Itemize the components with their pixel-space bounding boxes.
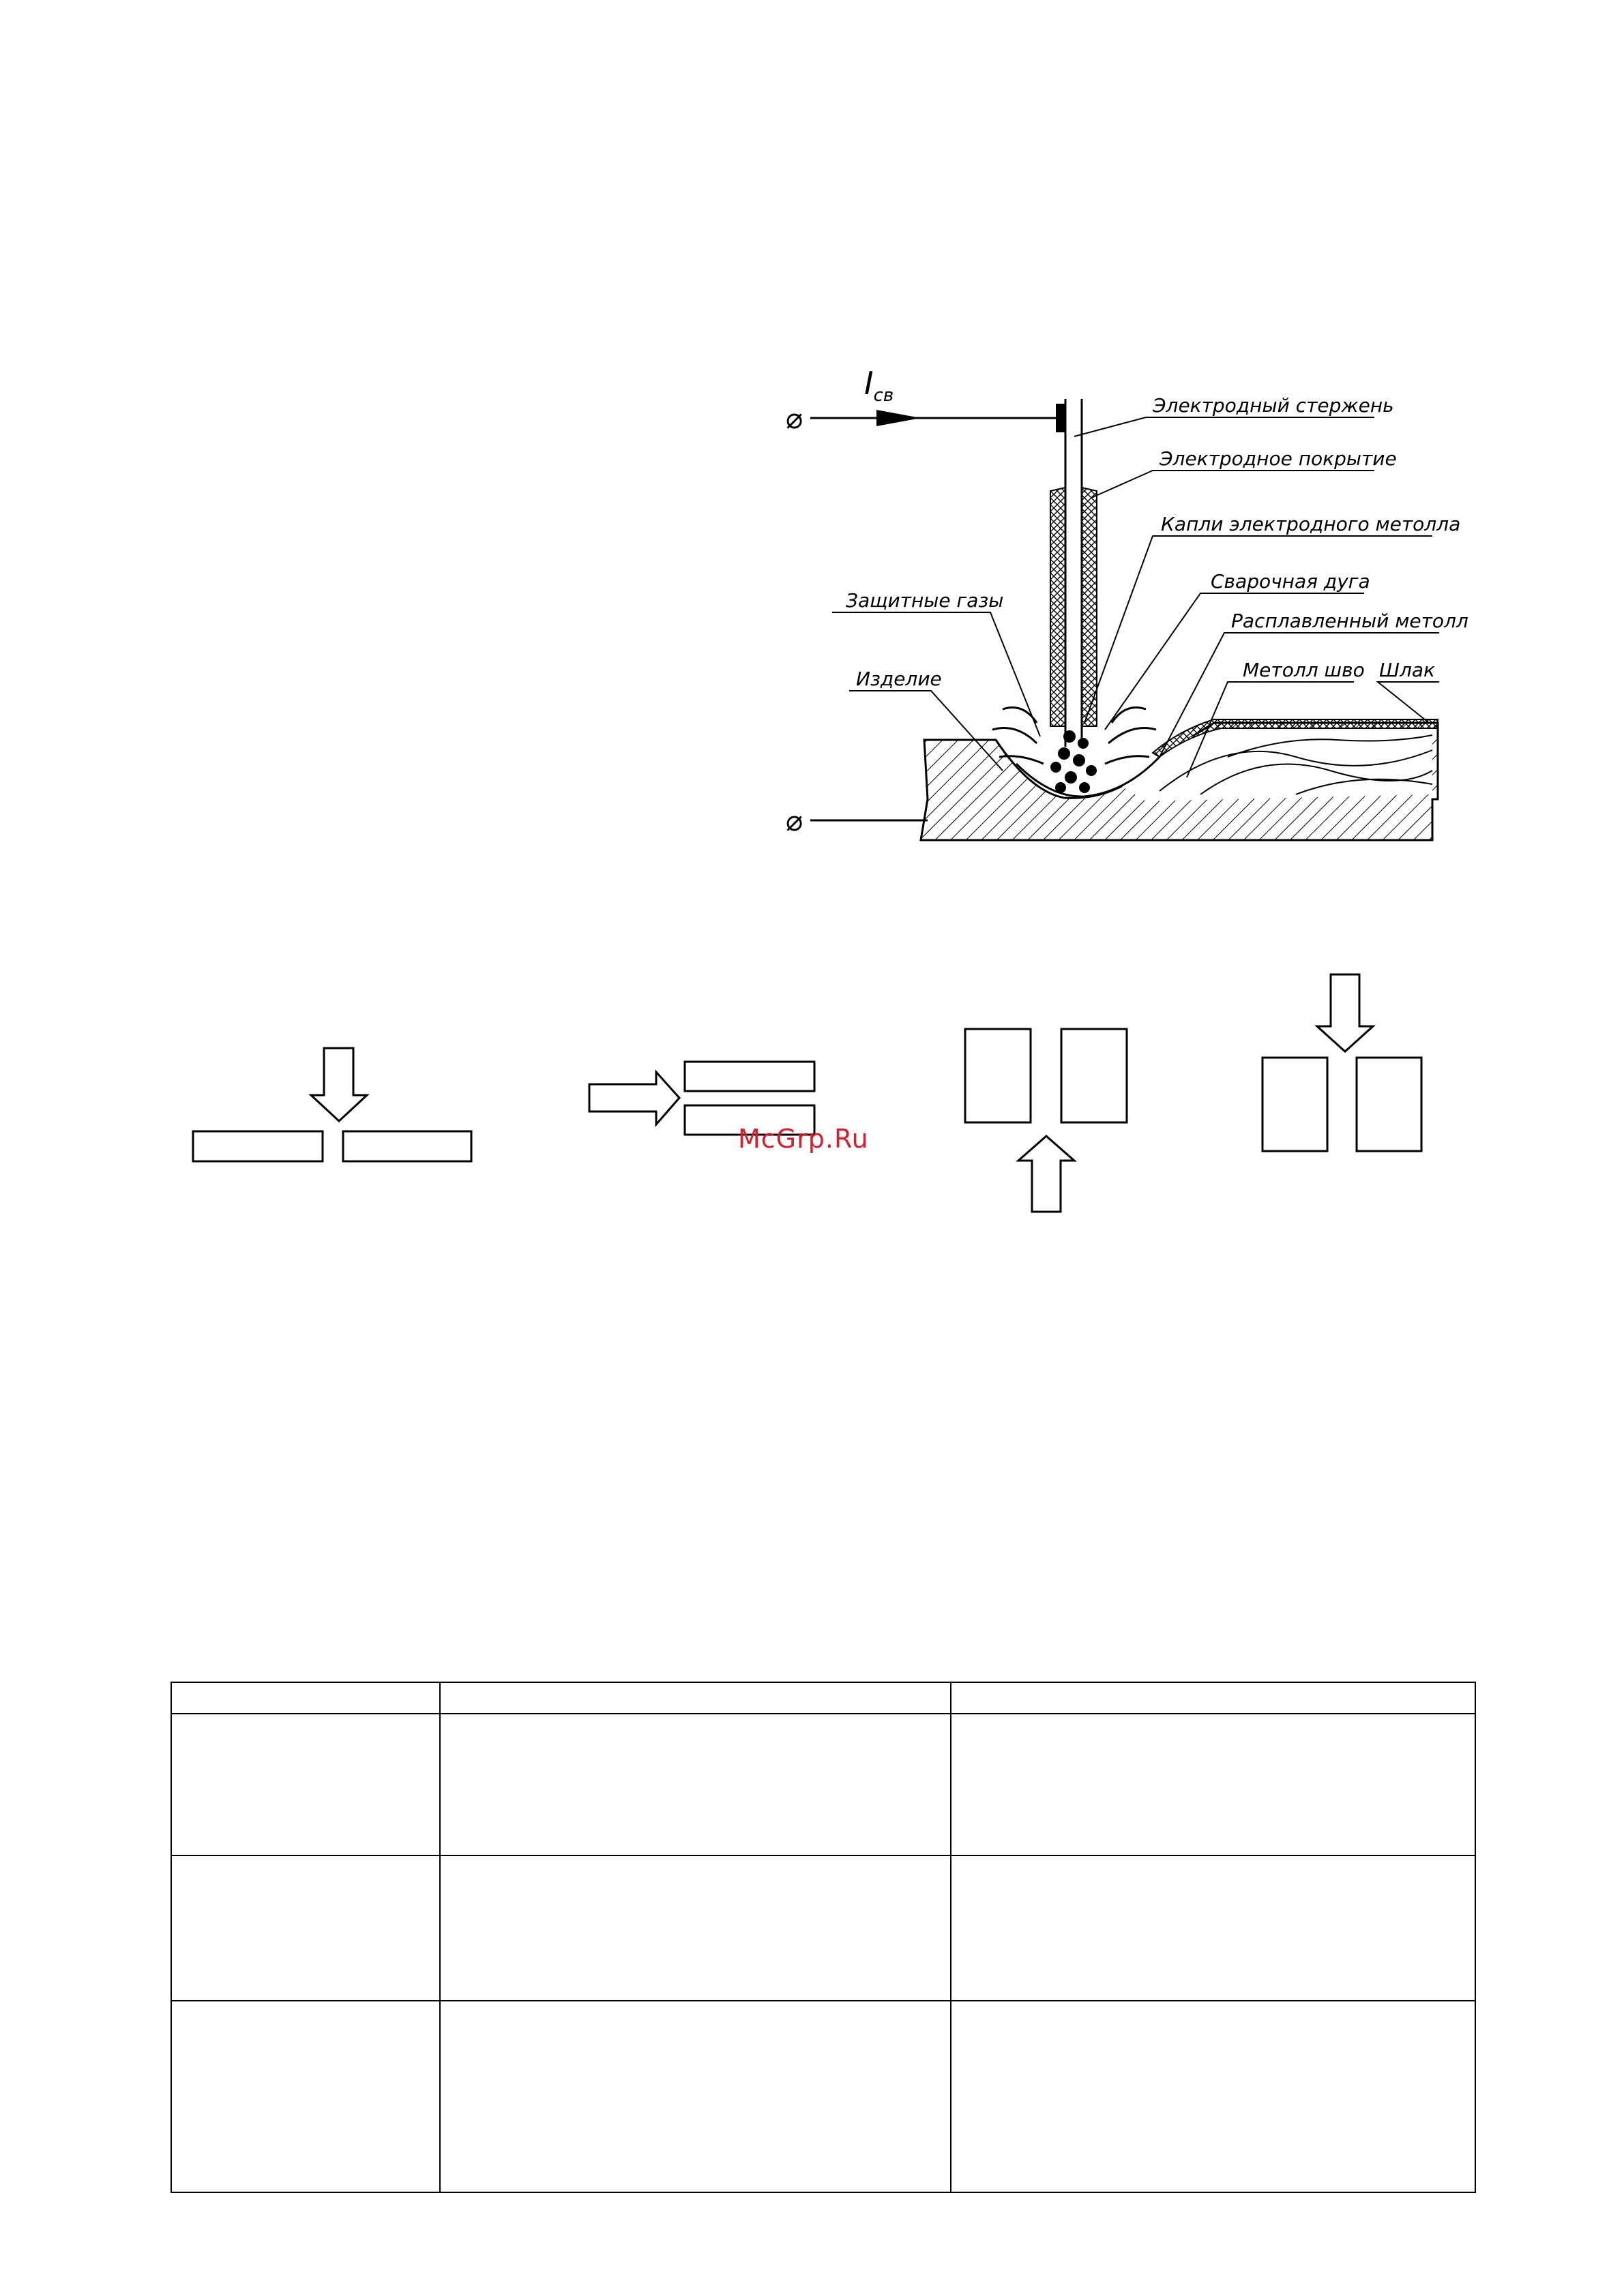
welding-process-diagram xyxy=(0,0,1624,886)
table-cell xyxy=(951,2001,1475,2192)
label-slag: Шлак xyxy=(1379,659,1435,681)
joint-sketch-blocks-up xyxy=(965,1029,1127,1212)
table-cell xyxy=(171,1682,440,1714)
label-workpiece: Изделие xyxy=(856,668,942,690)
joint-sketches xyxy=(0,941,1624,1255)
arrow-right-icon xyxy=(589,1072,679,1124)
table-row xyxy=(171,1714,1475,1855)
watermark: McGrp.Ru xyxy=(738,1124,869,1154)
label-shield-gases: Защитные газы xyxy=(846,589,1004,612)
electrode-coating xyxy=(1050,488,1065,726)
label-welding-arc: Сварочная дуга xyxy=(1211,570,1370,593)
blank-table xyxy=(171,1682,1476,2193)
table-cell xyxy=(951,1682,1475,1714)
joint-sketch-butt xyxy=(193,1048,471,1161)
table-row xyxy=(171,2001,1475,2192)
label-molten-metal: Расплавленный метолл xyxy=(1231,610,1468,632)
table-cell xyxy=(440,2001,951,2192)
table-cell xyxy=(171,1855,440,2001)
arrow-down-icon xyxy=(1317,974,1373,1052)
current-label: $I_{св}$ xyxy=(864,365,894,406)
label-electrode-coating: Электродное покрытие xyxy=(1160,447,1397,470)
joint-sketch-blocks-down xyxy=(1263,974,1421,1151)
table-cell xyxy=(951,1855,1475,2001)
table-cell xyxy=(171,2001,440,2192)
table-row xyxy=(171,1855,1475,2001)
label-metal-drops: Капли электродного метолла xyxy=(1161,513,1461,535)
bottom-terminal-symbol: ⌀ xyxy=(786,804,803,837)
table-header-row xyxy=(171,1682,1475,1714)
table-cell xyxy=(171,1714,440,1855)
table-cell xyxy=(951,1714,1475,1855)
table-cell xyxy=(440,1714,951,1855)
current-arrow-icon xyxy=(876,410,921,426)
metal-drops xyxy=(1050,730,1097,793)
label-weld-metal: Метолл шво xyxy=(1243,659,1365,681)
table-cell xyxy=(440,1682,951,1714)
top-terminal-symbol: ⌀ xyxy=(786,402,803,435)
table-cell xyxy=(440,1855,951,2001)
label-electrode-rod: Электродный стержень xyxy=(1153,394,1394,417)
arrow-up-icon xyxy=(1018,1136,1074,1212)
arrow-down-icon xyxy=(311,1048,367,1121)
